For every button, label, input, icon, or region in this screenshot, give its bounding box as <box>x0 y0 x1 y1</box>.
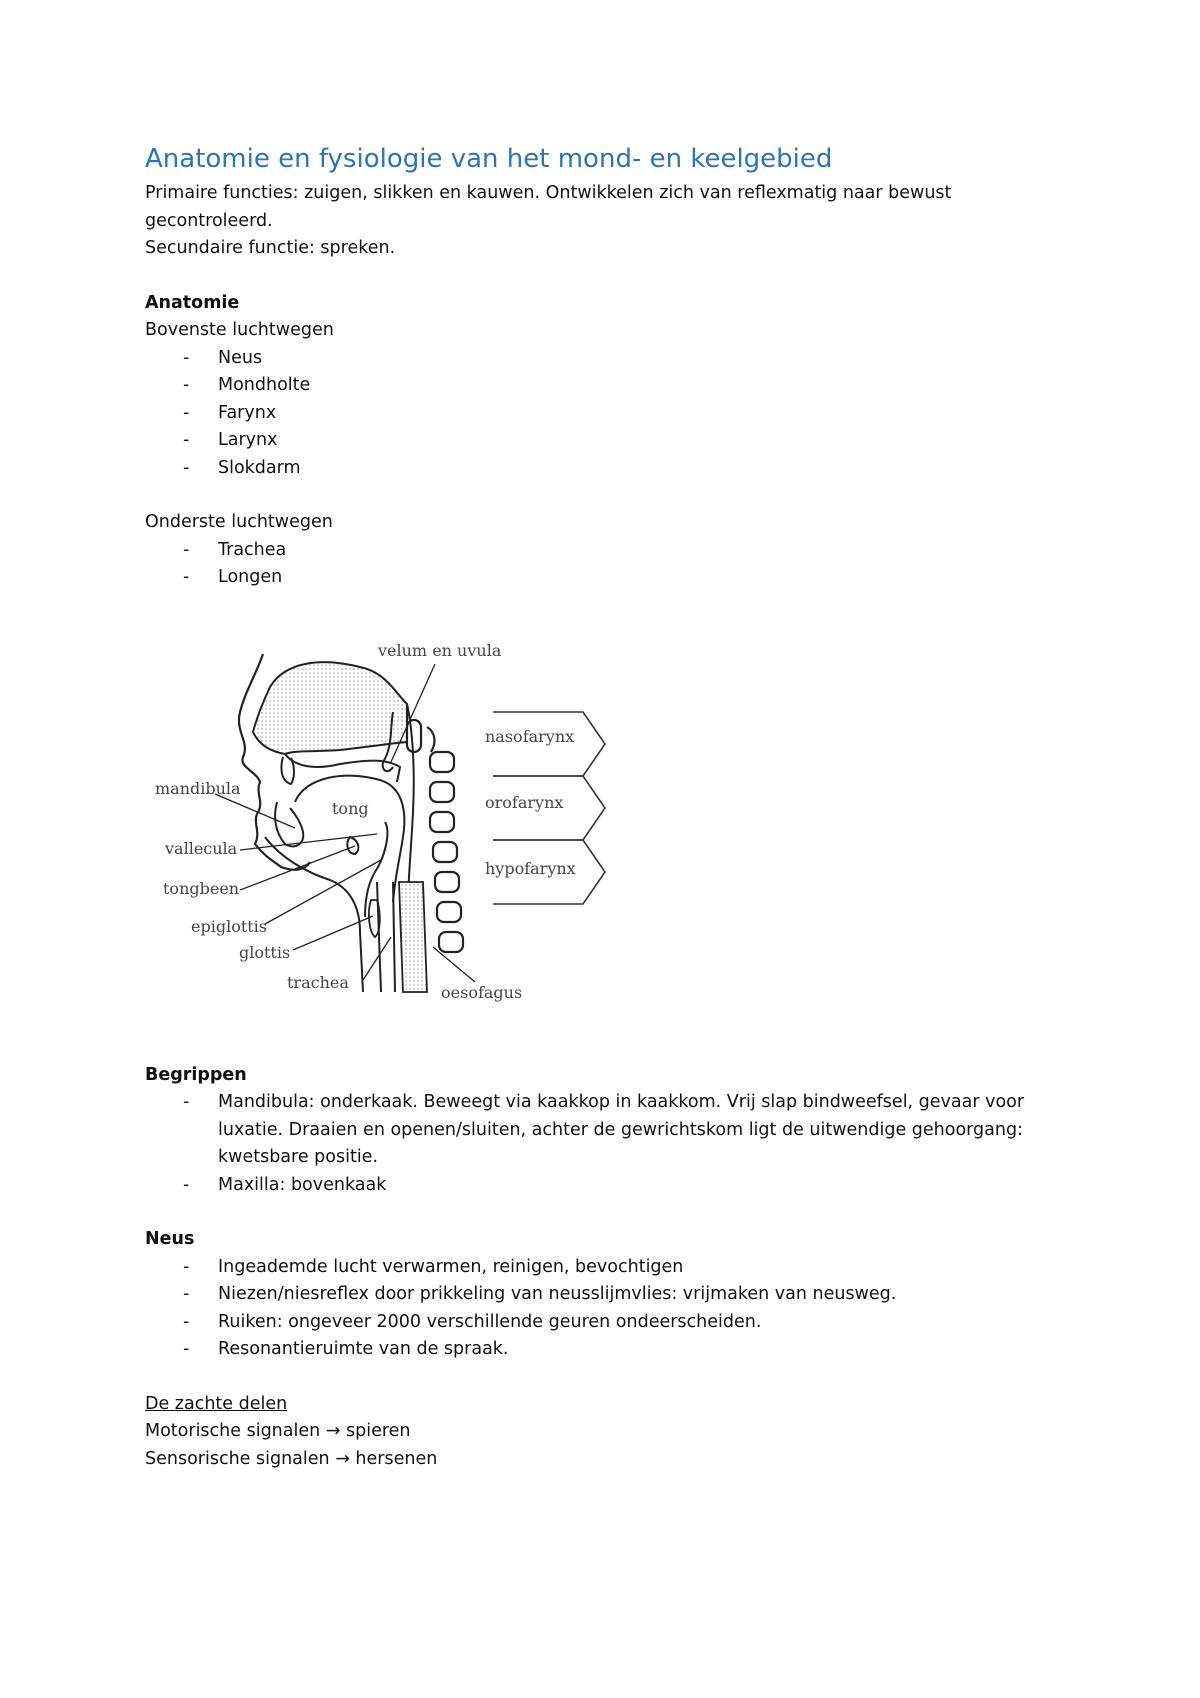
epiglottis-outline <box>365 822 387 917</box>
list-item: - Mandibula: onderkaak. Beweegt via kaakkop in kaakkom. Vrij slap bindweefsel, gevaar voor luxatie. Draaien en openen/sluiten, achter de gewrichtskom ligt de uitwendige gehoorgang: kwetsbare positie. <box>145 1089 1065 1172</box>
list-item: - Neus <box>145 345 1065 373</box>
label-trachea: trachea <box>287 972 349 992</box>
list-item: - Larynx <box>145 427 1065 455</box>
trachea-outline <box>377 882 395 992</box>
label-vallecula: vallecula <box>165 838 238 858</box>
list-item: - Ruiken: ongeveer 2000 verschillende geuren ondeerscheiden. <box>145 1309 1065 1337</box>
list-item: - Slokdarm <box>145 455 1065 483</box>
document-page <box>145 142 1065 1473</box>
section-heading-zachte-delen: De zachte delen <box>145 1393 288 1414</box>
neus-list <box>145 1254 1065 1364</box>
list-item: - Trachea <box>145 537 1065 565</box>
page-title: Anatomie en fysiologie van het mond- en keelgebied <box>145 144 833 174</box>
label-tong: tong <box>332 798 369 818</box>
upper-airways-label: Bovenste luchtwegen <box>145 320 334 340</box>
list-item: - Resonantieruimte van de spraak. <box>145 1336 1065 1364</box>
neck-front-outline <box>265 837 363 992</box>
hyoid-bone-outline <box>347 837 358 854</box>
label-orofarynx: orofarynx <box>485 792 564 812</box>
section-heading-anatomie: Anatomie <box>145 292 240 313</box>
nasal-cavity-shape <box>253 662 407 754</box>
label-mandibula: mandibula <box>155 778 241 798</box>
label-nasofarynx: nasofarynx <box>485 726 575 746</box>
label-velum-uvula: velum en uvula <box>378 640 502 660</box>
upper-teeth-outline <box>281 757 294 784</box>
upper-airways-list <box>145 345 1065 483</box>
list-item: - Farynx <box>145 400 1065 428</box>
label-oesofagus: oesofagus <box>441 982 523 1002</box>
intro-secondary: Secundaire functie: spreken. <box>145 238 396 258</box>
label-tongbeen: tongbeen <box>163 878 240 898</box>
section-heading-begrippen: Begrippen <box>145 1064 247 1085</box>
section-heading-neus: Neus <box>145 1229 195 1249</box>
list-item: - Mondholte <box>145 372 1065 400</box>
label-glottis: glottis <box>239 942 291 962</box>
label-hypofarynx: hypofarynx <box>485 858 576 878</box>
lower-airways-list <box>145 537 1065 592</box>
anatomy-diagram <box>145 632 615 1022</box>
begrippen-list <box>145 1089 1065 1199</box>
label-epiglottis: epiglottis <box>191 916 268 936</box>
intro-primary: Primaire functies: zuigen, slikken en kauwen. Ontwikkelen zich van reflexmatig naar bewust gecontroleerd. <box>145 183 952 231</box>
motor-signals-line: Motorische signalen → spieren <box>145 1421 411 1441</box>
lower-jaw-outline <box>275 802 303 846</box>
sensory-signals-line: Sensorische signalen → hersenen <box>145 1448 438 1469</box>
list-item: - Ingeademde lucht verwarmen, reinigen, bevochtigen <box>145 1254 1065 1282</box>
lower-airways-label: Onderste luchtwegen <box>145 512 333 532</box>
pharynx-sagittal-illustration <box>145 632 615 1022</box>
oesophagus-shape <box>399 882 427 992</box>
list-item: - Maxilla: bovenkaak <box>145 1172 1065 1200</box>
list-item: - Longen <box>145 564 1065 592</box>
list-item: - Niezen/niesreflex door prikkeling van neusslijmvlies: vrijmaken van neusweg. <box>145 1281 1065 1309</box>
